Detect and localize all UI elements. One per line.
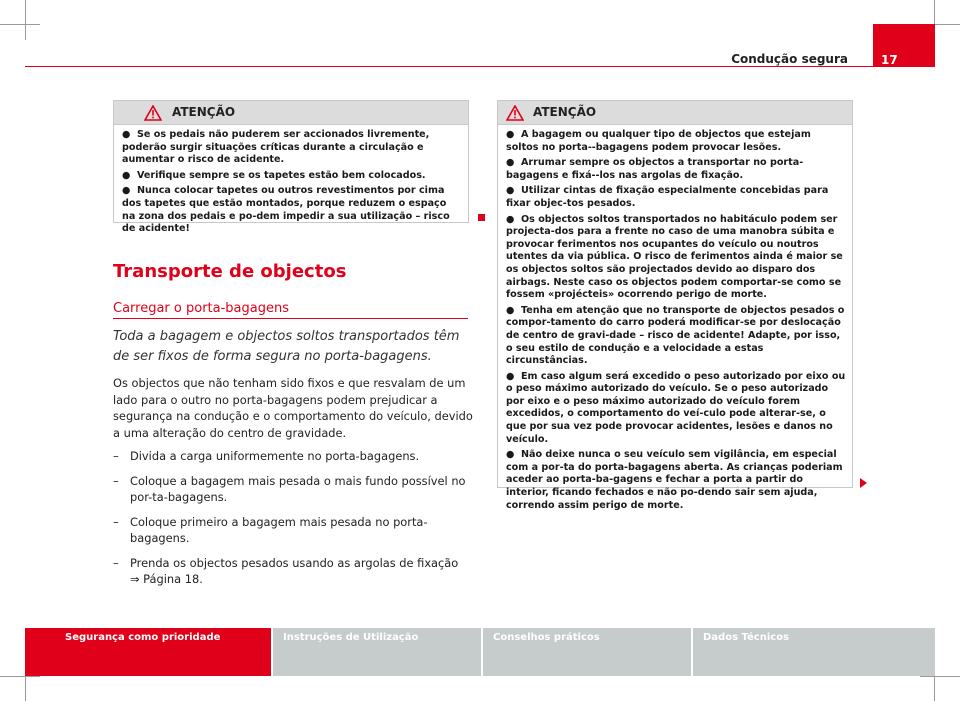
- footer-tab-label: Dados Técnicos: [703, 632, 790, 643]
- warning-box-right: [497, 100, 853, 511]
- step-item: – Coloque primeiro a bagagem mais pesada no porta-bagagens.: [113, 514, 428, 545]
- crop-mark: [0, 24, 40, 25]
- page-title: Condução segura: [731, 52, 848, 66]
- warning-box-left: [113, 100, 469, 235]
- subsection-rule: [113, 318, 468, 319]
- warning-body: [114, 125, 468, 236]
- header-rule: [25, 66, 935, 67]
- page-reference-link[interactable]: ⇒ Página 18.: [130, 572, 203, 586]
- body-text: [113, 375, 473, 596]
- footer-tab-label: Conselhos práticos: [493, 632, 600, 643]
- warning-item: ● Nunca colocar tapetes ou outros revestimentos por cima dos tapetes que estão montados, porque reduzem o espaço na zona dos pedais e po-dem impedir a sua utilização – risco de acidente!: [122, 185, 450, 235]
- warning-triangle-icon: [506, 105, 524, 121]
- warning-item: ● Verifique sempre se os tapetes estão bem colocados.: [122, 169, 426, 181]
- crop-mark: [0, 676, 40, 677]
- step-item: – Coloque a bagagem mais pesada o mais fundo possível no por-ta-bagagens.: [113, 473, 466, 504]
- page-number: 17: [873, 24, 935, 67]
- warning-triangle-icon: [144, 105, 162, 121]
- warning-item: ● Se os pedais não puderem ser accionados livremente, poderão surgir situações críticas durante a circulação e aumentar o risco de acidente.: [122, 129, 430, 166]
- footer-tab-label: Segurança como prioridade: [65, 632, 221, 643]
- red-square-icon: [478, 214, 485, 221]
- warning-header: [114, 101, 468, 125]
- warning-item: ● Em caso algum será excedido o peso autorizado por eixo ou o peso máximo autorizado do veículo. Se o peso autorizado por eixo e o peso máximo autorizado do veículo forem excedidos, o comportamento do veí-culo pode alterar-se, o que por sua vez pode provocar acidentes, lesões e danos no veículo.: [506, 370, 846, 445]
- intro-text: Toda a bagagem e objectos soltos transportados têm de ser fixos de forma segura no porta-bagagens.: [113, 329, 460, 364]
- warning-item: ● Arrumar sempre os objectos a transportar no porta-bagagens e fixá--los nas argolas de fixação.: [506, 157, 804, 181]
- step-item: – Divida a carga uniformemente no porta-bagagens.: [113, 449, 420, 463]
- footer-tab-technical[interactable]: [693, 628, 935, 676]
- red-arrow-icon: [860, 478, 867, 488]
- footer-tab-label: Instruções de Utilização: [283, 632, 419, 643]
- warning-item: ● Utilizar cintas de fixação especialmente concebidas para fixar objec-tos pesados.: [506, 185, 829, 209]
- footer-tab-safety[interactable]: [25, 628, 271, 676]
- warning-title: ATENÇÃO: [533, 105, 597, 119]
- section-title: Transporte de objectos: [113, 261, 347, 282]
- warning-item: ● Não deixe nunca o seu veículo sem vigilância, em especial com a por-ta do porta-bagagens aberta. As crianças poderiam aceder ao porta-ba-gagens e fechar a porta a partir do interior, ficando fechados e não po-dendo sair sem ajuda, correndo assim perigo de morte.: [506, 449, 843, 511]
- warning-header: [498, 101, 852, 125]
- footer-tab-tips[interactable]: [483, 628, 691, 676]
- warning-title: ATENÇÃO: [172, 105, 236, 119]
- footer-tab-instructions[interactable]: [273, 628, 481, 676]
- subsection-title: Carregar o porta-bagagens: [113, 301, 290, 316]
- warning-body: [498, 125, 852, 512]
- warning-item: ● Os objectos soltos transportados no habitáculo podem ser projecta-dos para a frente no caso de uma manobra súbita e provocar ferimentos nos ocupantes do veículo ou noutros utentes da via pública. O risco de ferimentos ainda é maior se os objectos soltos são projectados devido ao disparo dos airbags. Neste caso os objectos podem comportar-se como se fossem «projécteis» ocorrendo perigo de morte.: [506, 213, 843, 301]
- warning-item: ● A bagagem ou qualquer tipo de objectos que estejam soltos no porta--bagagens podem provocar lesões.: [506, 129, 811, 153]
- crop-mark: [920, 676, 960, 677]
- warning-item: ● Tenha em atenção que no transporte de objectos pesados o compor-tamento do carro poderá modificar-se por deslocação de centro de gravi-dade – risco de acidente! Adapte, por isso, o seu estilo de condução e a velocidade a estas circunstâncias.: [506, 304, 845, 367]
- step-item: – Prenda os objectos pesados usando as argolas de fixação ⇒ Página 18.: [113, 555, 459, 586]
- paragraph: Os objectos que não tenham sido fixos e que resvalam de um lado para o outro no porta-bagagens podem prejudicar a segurança na condução e o comportamento do veículo, devido a uma alteração do centro de gravidade.: [113, 376, 473, 440]
- crop-mark: [25, 0, 26, 40]
